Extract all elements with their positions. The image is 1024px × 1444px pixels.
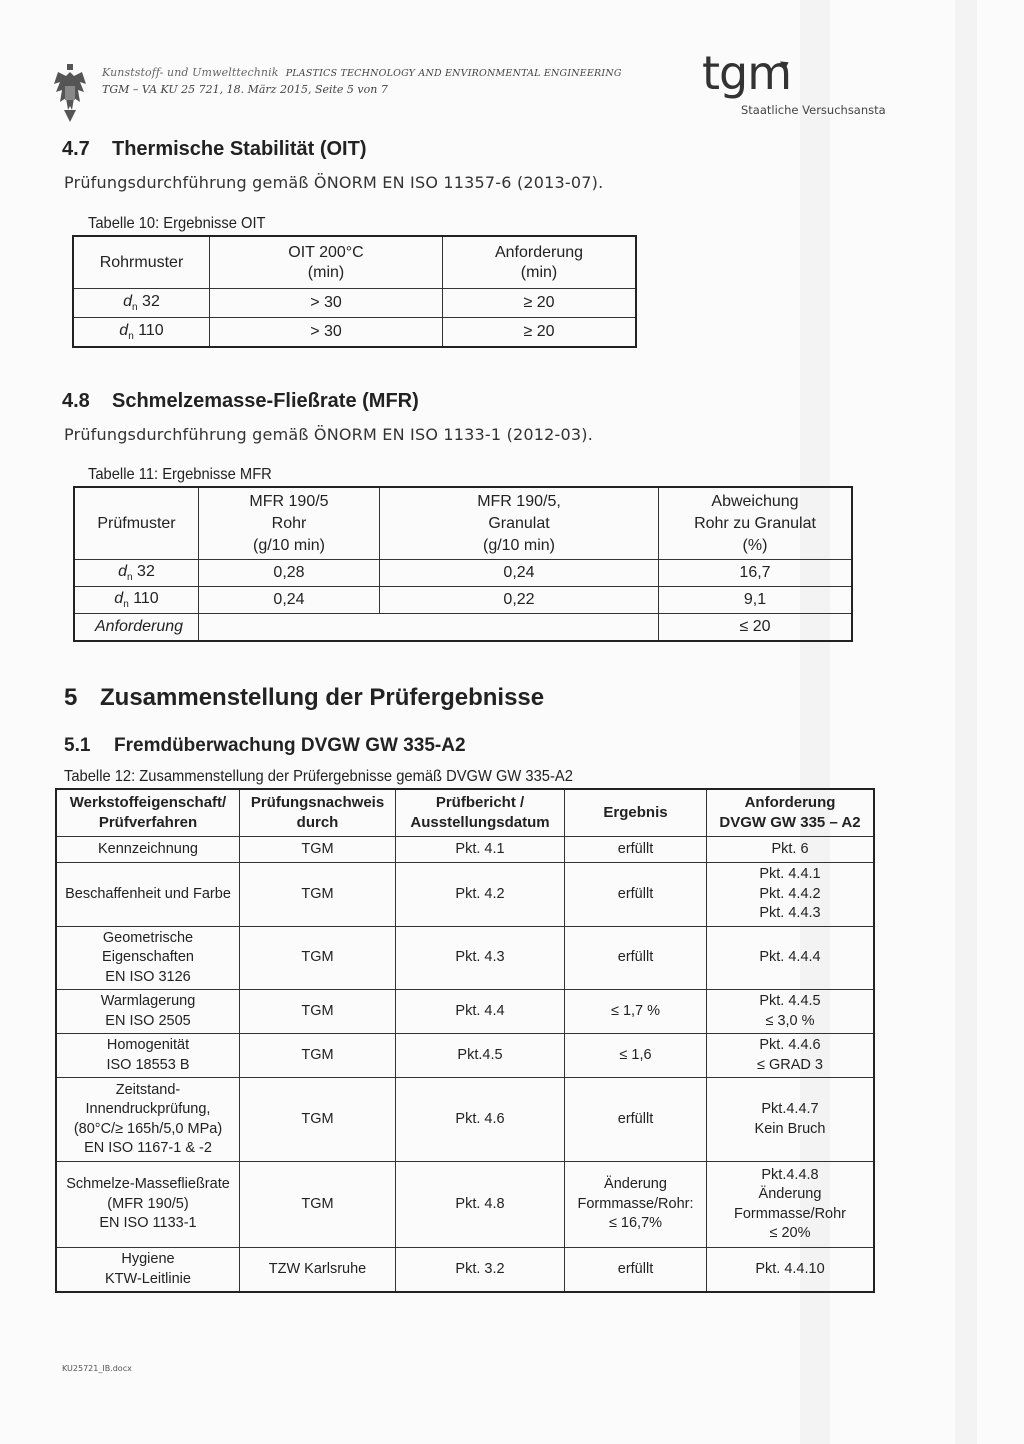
- cell-proof-by: TGM: [240, 1162, 396, 1248]
- cell-sample: $d_n$ 32: [74, 560, 199, 587]
- cell-mfr-rohr: 0,24: [199, 587, 380, 614]
- header-line-1: [102, 66, 622, 79]
- cell-proof-by: TZW Karlsruhe: [240, 1248, 396, 1293]
- cell-property: Hygiene KTW-Leitlinie: [56, 1248, 240, 1293]
- cell-report: Pkt. 3.2: [396, 1248, 565, 1293]
- cell-result: ≤ 1,6: [565, 1034, 707, 1078]
- cell-requirement-label: Anforderung: [74, 614, 199, 642]
- table-header-row: [56, 789, 874, 837]
- cell-sample: $d_n$ 32: [73, 289, 210, 318]
- cell-requirement: ≥ 20: [443, 318, 637, 348]
- section-title: Schmelzemasse-Fließrate (MFR): [112, 390, 419, 412]
- table-mfr: [73, 486, 853, 642]
- cell-proof-by: TGM: [240, 837, 396, 863]
- cell-requirement: Pkt. 4.4.10: [707, 1248, 875, 1293]
- section-title: Thermische Stabilität (OIT): [112, 138, 367, 160]
- section-heading-5-1: [64, 735, 466, 757]
- cell-report: Pkt. 4.8: [396, 1162, 565, 1248]
- table-row: [56, 837, 874, 863]
- summary-table-body: [56, 837, 874, 1293]
- cell-property: Beschaffenheit und Farbe: [56, 863, 240, 927]
- header-oit: OIT 200°C (min): [210, 236, 443, 289]
- cell-property: Zeitstand- Innendruckprüfung, (80°C/≥ 165h/5,0 MPa) EN ISO 1167-1 & -2: [56, 1078, 240, 1162]
- table-header-row: [73, 236, 636, 289]
- cell-report: Pkt. 4.1: [396, 837, 565, 863]
- header-requirement: Anforderung DVGW GW 335 – A2: [707, 789, 875, 837]
- tgm-logo-subtitle: Staatliche Versuchsansta: [741, 103, 886, 117]
- section-number: 5.1: [64, 735, 91, 756]
- cell-oit-value: > 30: [210, 289, 443, 318]
- cell-result: erfüllt: [565, 1078, 707, 1162]
- header-report: Prüfbericht / Ausstellungsdatum: [396, 789, 565, 837]
- section-title: Zusammenstellung der Prüfergebnisse: [100, 684, 545, 711]
- cell-result: ≤ 1,7 %: [565, 990, 707, 1034]
- cell-oit-value: > 30: [210, 318, 443, 348]
- cell-proof-by: TGM: [240, 990, 396, 1034]
- table-row: [56, 990, 874, 1034]
- cell-abweichung: 16,7: [659, 560, 853, 587]
- table-oit: [72, 235, 637, 348]
- table-summary: [55, 788, 875, 1293]
- cell-property: Geometrische Eigenschaften EN ISO 3126: [56, 926, 240, 990]
- table-row: [73, 318, 636, 348]
- cell-property: Warmlagerung EN ISO 2505: [56, 990, 240, 1034]
- cell-proof-by: TGM: [240, 1078, 396, 1162]
- cell-property: Schmelze-Massefließrate (MFR 190/5) EN ISO 1133-1: [56, 1162, 240, 1248]
- header-mfr-granulat: MFR 190/5, Granulat (g/10 min): [380, 487, 659, 560]
- cell-report: Pkt. 4.6: [396, 1078, 565, 1162]
- table-12-caption: Tabelle 12: Zusammenstellung der Prüfergebnisse gemäß DVGW GW 335-A2: [64, 768, 573, 785]
- cell-result: erfüllt: [565, 837, 707, 863]
- cell-empty: [199, 614, 659, 642]
- cell-sample: $d_n$ 110: [73, 318, 210, 348]
- cell-requirement: ≥ 20: [443, 289, 637, 318]
- header-proof-by: Prüfungsnachweis durch: [240, 789, 396, 837]
- cell-sample: $d_n$ 110: [74, 587, 199, 614]
- cell-report: Pkt.4.5: [396, 1034, 565, 1078]
- cell-mfr-granulat: 0,24: [380, 560, 659, 587]
- table-row: [56, 863, 874, 927]
- table-row: [56, 1162, 874, 1248]
- table-row: [74, 560, 852, 587]
- section-4-7-text: Prüfungsdurchführung gemäß ÖNORM EN ISO 11357-6 (2013-07).: [64, 173, 604, 192]
- header-anforderung: Anforderung (min): [443, 236, 637, 289]
- cell-result: erfüllt: [565, 863, 707, 927]
- cell-requirement: Pkt. 4.4.6 ≤ GRAD 3: [707, 1034, 875, 1078]
- cell-requirement: Pkt.4.4.8 Änderung Formmasse/Rohr ≤ 20%: [707, 1162, 875, 1248]
- cell-requirement: Pkt. 4.4.1 Pkt. 4.4.2 Pkt. 4.4.3: [707, 863, 875, 927]
- table-11-caption: Tabelle 11: Ergebnisse MFR: [88, 466, 272, 483]
- header-rohrmuster: Rohrmuster: [73, 236, 210, 289]
- cell-proof-by: TGM: [240, 863, 396, 927]
- cell-report: Pkt. 4.4: [396, 990, 565, 1034]
- header-reference: TGM – VA KU 25 721, 18. März 2015, Seite 5 von 7: [102, 83, 388, 96]
- section-number: 5: [64, 684, 78, 711]
- section-heading-5: [64, 684, 544, 712]
- section-number: 4.7: [62, 138, 90, 160]
- table-row: [56, 1034, 874, 1078]
- scan-shade: [955, 0, 977, 1444]
- cell-property: Homogenität ISO 18553 B: [56, 1034, 240, 1078]
- cell-report: Pkt. 4.2: [396, 863, 565, 927]
- cell-requirement: Pkt. 4.4.5 ≤ 3,0 %: [707, 990, 875, 1034]
- tgm-logo: tgm: [702, 46, 792, 100]
- cell-requirement: Pkt. 4.4.4: [707, 926, 875, 990]
- cell-result: Änderung Formmasse/Rohr: ≤ 16,7%: [565, 1162, 707, 1248]
- austrian-eagle-logo: [50, 62, 90, 124]
- header-pruefmuster: Prüfmuster: [74, 487, 199, 560]
- table-row: [56, 1248, 874, 1293]
- header-property: Werkstoffeigenschaft/ Prüfverfahren: [56, 789, 240, 837]
- section-4-8-text: Prüfungsdurchführung gemäß ÖNORM EN ISO 1133-1 (2012-03).: [64, 425, 593, 444]
- cell-mfr-rohr: 0,28: [199, 560, 380, 587]
- document-header: [102, 66, 622, 96]
- section-heading-4-8: [62, 390, 419, 413]
- cell-requirement: Pkt.4.4.7 Kein Bruch: [707, 1078, 875, 1162]
- table-row: [73, 289, 636, 318]
- cell-mfr-granulat: 0,22: [380, 587, 659, 614]
- cell-abweichung: 9,1: [659, 587, 853, 614]
- table-10-caption: Tabelle 10: Ergebnisse OIT: [88, 215, 266, 232]
- cell-property: Kennzeichnung: [56, 837, 240, 863]
- table-row: [74, 614, 852, 642]
- cell-requirement: Pkt. 6: [707, 837, 875, 863]
- cell-result: erfüllt: [565, 1248, 707, 1293]
- section-title: Fremdüberwachung DVGW GW 335-A2: [114, 735, 466, 756]
- section-heading-4-7: [62, 138, 366, 161]
- table-row: [74, 587, 852, 614]
- header-mfr-rohr: MFR 190/5 Rohr (g/10 min): [199, 487, 380, 560]
- cell-requirement-value: ≤ 20: [659, 614, 853, 642]
- footer-filename: KU25721_IB.docx: [62, 1364, 132, 1373]
- cell-report: Pkt. 4.3: [396, 926, 565, 990]
- cell-proof-by: TGM: [240, 926, 396, 990]
- header-department: Kunststoff- und Umwelttechnik: [102, 66, 279, 79]
- cell-result: erfüllt: [565, 926, 707, 990]
- table-row: [56, 1078, 874, 1162]
- section-number: 4.8: [62, 390, 90, 412]
- header-abweichung: Abweichung Rohr zu Granulat (%): [659, 487, 853, 560]
- table-row: [56, 926, 874, 990]
- header-department-en: PLASTICS TECHNOLOGY AND ENVIRONMENTAL ENGINEERING: [285, 68, 622, 79]
- header-result: Ergebnis: [565, 789, 707, 837]
- cell-proof-by: TGM: [240, 1034, 396, 1078]
- table-header-row: [74, 487, 852, 560]
